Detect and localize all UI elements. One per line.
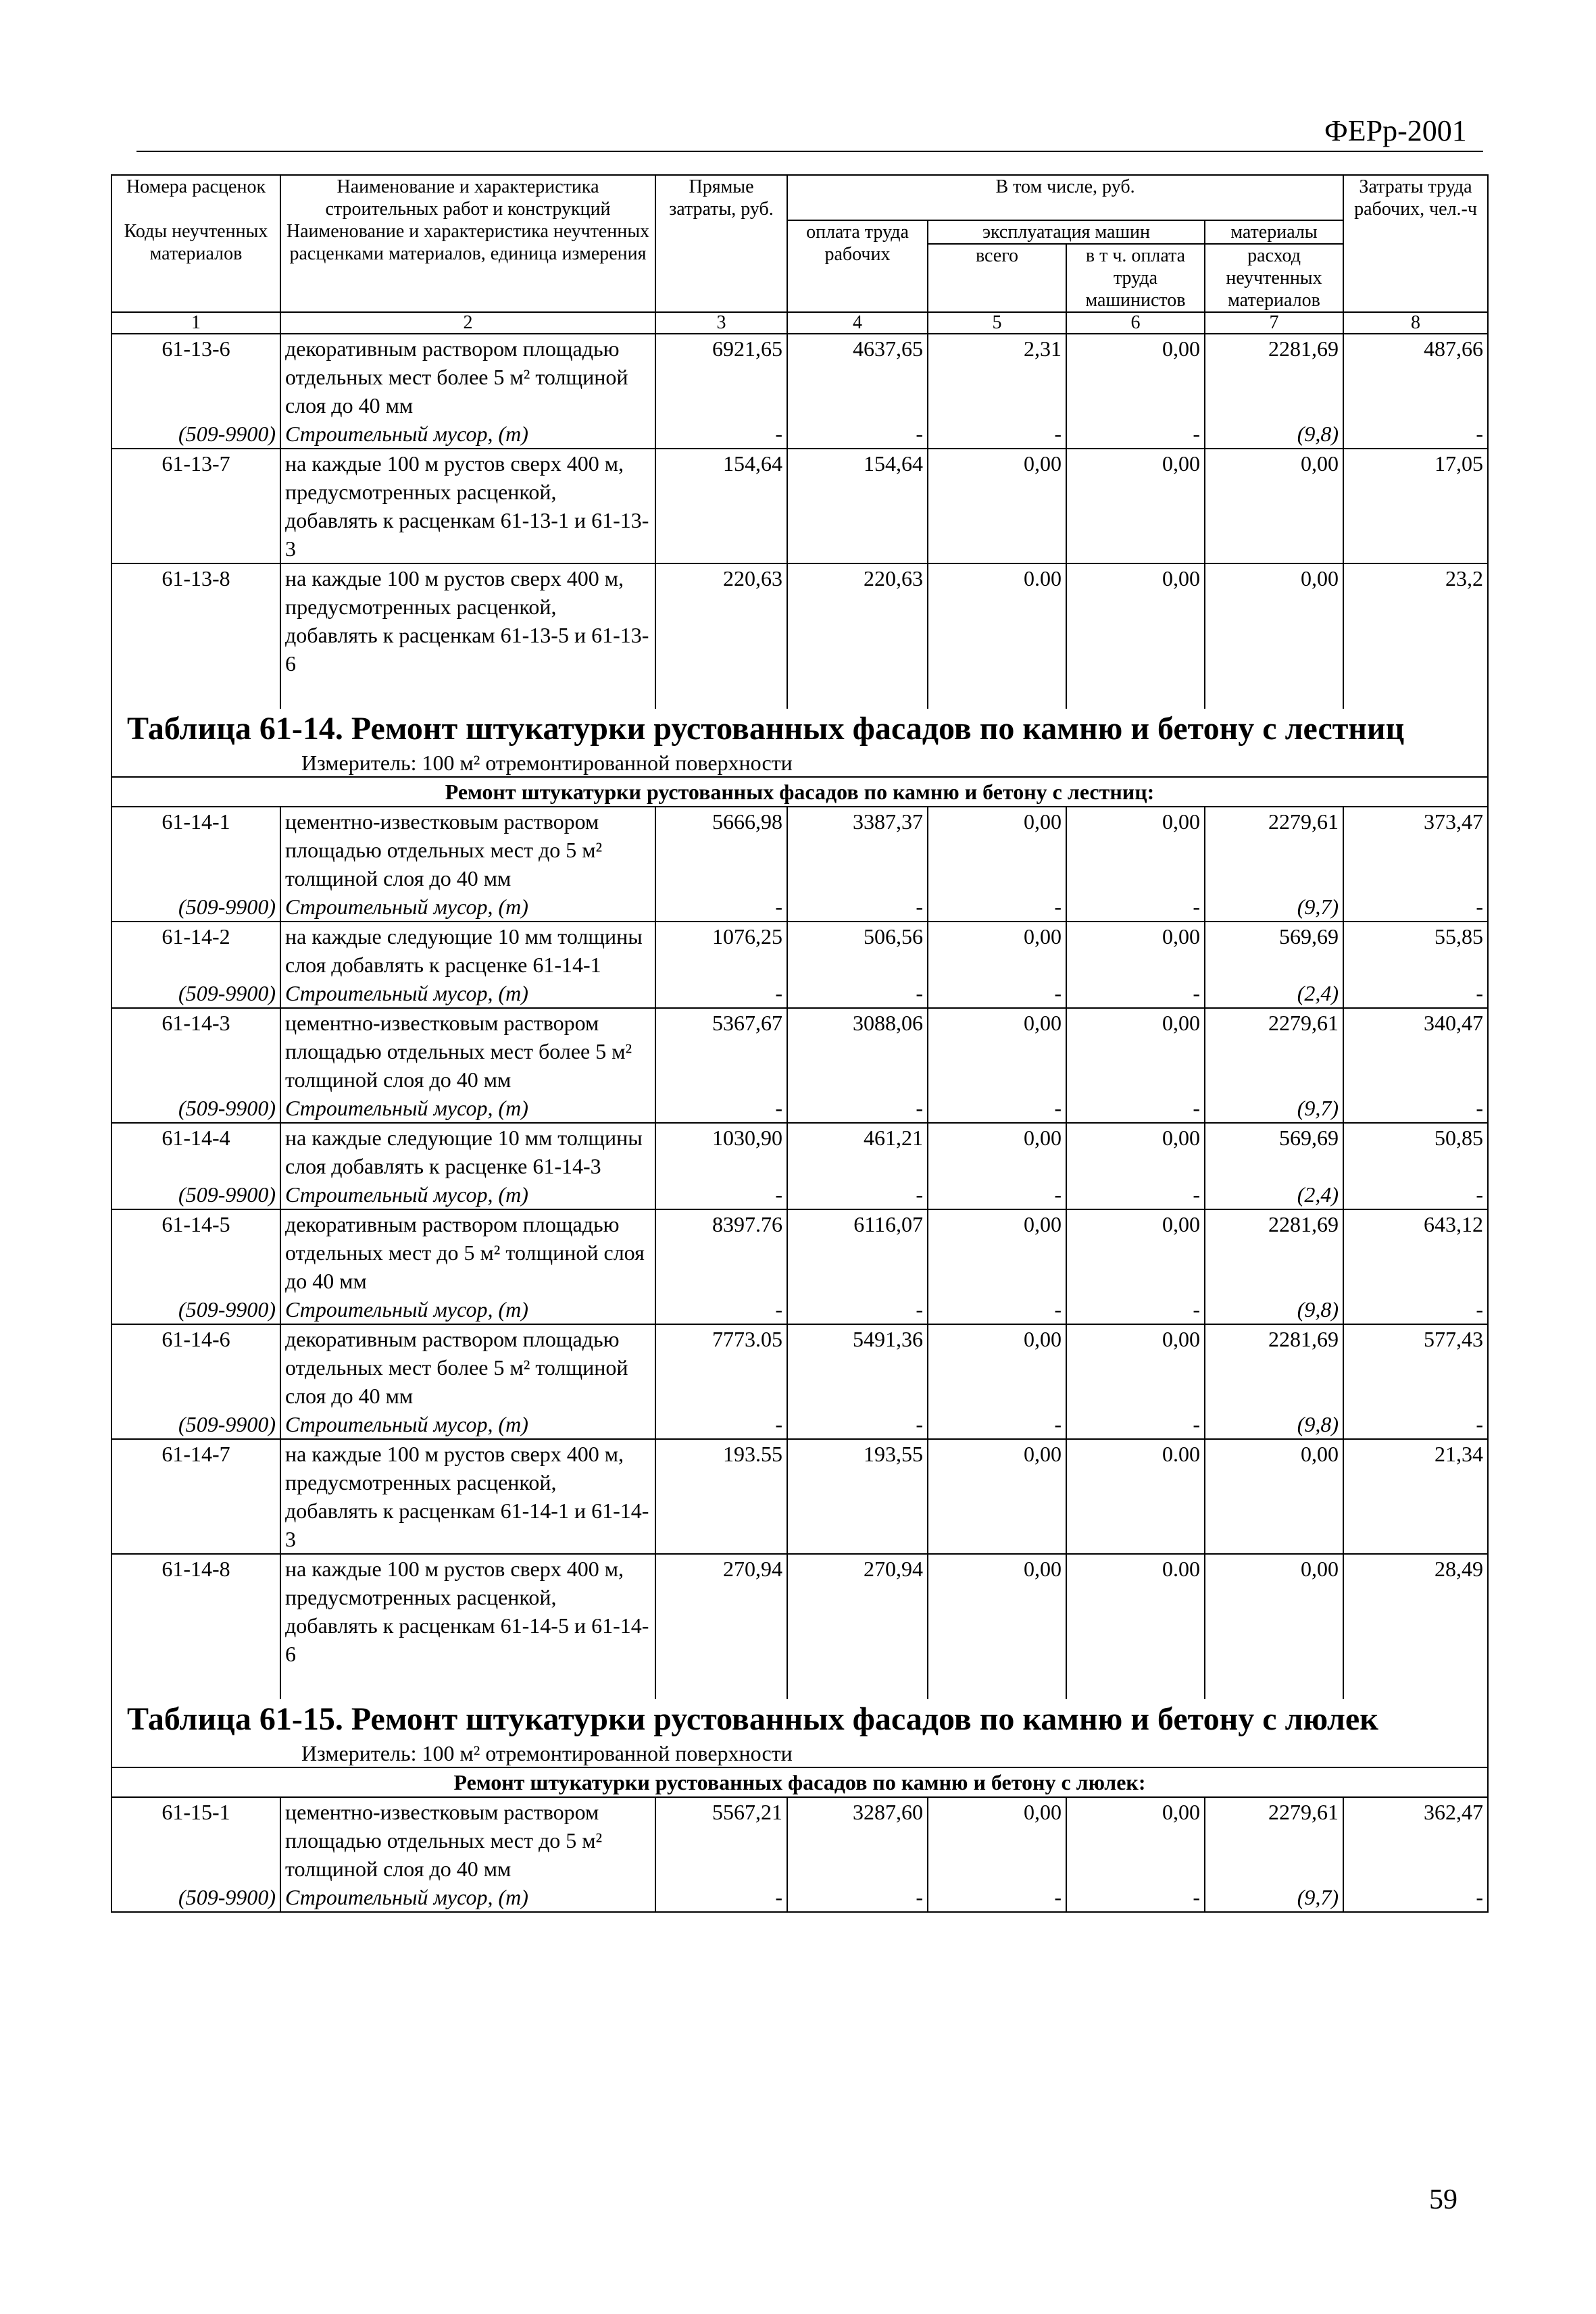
rate-code: 61-14-1 — [111, 807, 280, 892]
empty-cell — [1343, 678, 1488, 709]
spacer-row — [111, 678, 1488, 709]
material-value: - — [787, 892, 928, 922]
rate-description: на каждые следующие 10 мм толщины слоя добавлять к расценке 61-14-1 — [280, 922, 655, 979]
material-name: Строительный мусор, (т) — [280, 1180, 655, 1209]
material-value: - — [655, 892, 787, 922]
rate-description: цементно-известковым раствором площадью отдельных мест до 5 м² толщиной слоя до 40 мм — [280, 1797, 655, 1883]
rate-value: 461,21 — [787, 1123, 928, 1180]
material-name: Строительный мусор, (т) — [280, 1883, 655, 1912]
rate-row — [111, 334, 1488, 420]
material-row — [111, 1295, 1488, 1324]
rate-value: 193,55 — [787, 1439, 928, 1554]
rate-value: 0,00 — [1205, 1439, 1343, 1554]
section-title: Ремонт штукатурки рустованных фасадов по камню и бетону с лестниц: — [111, 777, 1488, 807]
material-row — [111, 1094, 1488, 1123]
rate-description: на каждые 100 м рустов сверх 400 м, предусмотренных расценкой, добавлять к расценкам 61-14-1 и 61-14-3 — [280, 1439, 655, 1554]
measure-row — [111, 749, 1488, 777]
rate-value: 270,94 — [787, 1554, 928, 1668]
rate-value: 0,00 — [928, 1209, 1066, 1295]
rate-code: 61-15-1 — [111, 1797, 280, 1883]
rate-value: 220,63 — [655, 563, 787, 678]
rate-value: 5491,36 — [787, 1324, 928, 1410]
column-number: 2 — [280, 312, 655, 334]
material-code: (509-9900) — [111, 892, 280, 922]
material-value: - — [1066, 892, 1205, 922]
material-name: Строительный мусор, (т) — [280, 1410, 655, 1439]
rate-row — [111, 449, 1488, 563]
material-row — [111, 1410, 1488, 1439]
column-number: 8 — [1343, 312, 1488, 334]
rate-code: 61-14-4 — [111, 1123, 280, 1180]
header-including: В том числе, руб. — [787, 175, 1343, 220]
material-code: (509-9900) — [111, 1883, 280, 1912]
rate-code: 61-14-6 — [111, 1324, 280, 1410]
material-value: - — [1066, 1295, 1205, 1324]
rate-value: 55,85 — [1343, 922, 1488, 979]
material-value: - — [1343, 1094, 1488, 1123]
rate-value: 373,47 — [1343, 807, 1488, 892]
rate-value: 0,00 — [928, 1123, 1066, 1180]
rate-code: 61-13-6 — [111, 334, 280, 420]
rate-value: 0,00 — [1066, 1797, 1205, 1883]
rate-row — [111, 1554, 1488, 1668]
rate-description: цементно-известковым раствором площадью отдельных мест до 5 м² толщиной слоя до 40 мм — [280, 807, 655, 892]
rate-value: 50,85 — [1343, 1123, 1488, 1180]
rate-value: 0,00 — [1066, 1209, 1205, 1295]
rate-code: 61-14-8 — [111, 1554, 280, 1668]
material-value: - — [928, 1094, 1066, 1123]
column-number: 3 — [655, 312, 787, 334]
table-title: Таблица 61-14. Ремонт штукатурки рустованных фасадов по камню и бетону с лестниц — [111, 709, 1488, 749]
rate-value: 154,64 — [787, 449, 928, 563]
rate-value: 0,00 — [1205, 563, 1343, 678]
rate-value: 7773.05 — [655, 1324, 787, 1410]
rate-value: 0,00 — [1066, 1008, 1205, 1094]
material-value: - — [787, 1094, 928, 1123]
rate-description: на каждые следующие 10 мм толщины слоя добавлять к расценке 61-14-3 — [280, 1123, 655, 1180]
rate-row — [111, 563, 1488, 678]
rate-value: 0,00 — [1066, 1324, 1205, 1410]
material-value: - — [787, 1410, 928, 1439]
header-material-codes: Коды неучтенных материалов — [111, 220, 280, 312]
material-value: - — [928, 979, 1066, 1008]
rate-description: на каждые 100 м рустов сверх 400 м, предусмотренных расценкой, добавлять к расценкам 61-13-5 и 61-13-6 — [280, 563, 655, 678]
material-value: (9,7) — [1205, 1094, 1343, 1123]
rate-value: 220,63 — [787, 563, 928, 678]
header-wages: оплата труда рабочих — [787, 220, 928, 312]
rate-value: 0.00 — [1066, 1439, 1205, 1554]
rate-row — [111, 1439, 1488, 1554]
empty-cell — [111, 678, 280, 709]
material-value: - — [787, 1295, 928, 1324]
rate-value: 0,00 — [1066, 563, 1205, 678]
material-code: (509-9900) — [111, 1410, 280, 1439]
material-value: - — [928, 1410, 1066, 1439]
column-numbers-row — [111, 312, 1488, 334]
empty-cell — [787, 1668, 928, 1699]
material-value: - — [1066, 979, 1205, 1008]
material-value: (2,4) — [1205, 1180, 1343, 1209]
material-value: - — [928, 1295, 1066, 1324]
material-value: - — [928, 1883, 1066, 1912]
material-value: - — [1066, 1094, 1205, 1123]
material-code: (509-9900) — [111, 420, 280, 449]
material-row — [111, 892, 1488, 922]
material-value: (2,4) — [1205, 979, 1343, 1008]
page-number: 59 — [1429, 2184, 1457, 2215]
empty-cell — [280, 1668, 655, 1699]
rate-row — [111, 1797, 1488, 1883]
rate-code: 61-14-3 — [111, 1008, 280, 1094]
empty-cell — [655, 1668, 787, 1699]
rate-value: 2279,61 — [1205, 1797, 1343, 1883]
empty-cell — [928, 1668, 1066, 1699]
rate-value: 643,12 — [1343, 1209, 1488, 1295]
rate-description: декоративным раствором площадью отдельных мест более 5 м² толщиной слоя до 40 мм — [280, 334, 655, 420]
rate-value: 0,00 — [928, 807, 1066, 892]
material-value: - — [928, 420, 1066, 449]
material-value: - — [655, 979, 787, 1008]
rate-value: 154,64 — [655, 449, 787, 563]
rate-value: 8397.76 — [655, 1209, 787, 1295]
rate-row — [111, 922, 1488, 979]
header-materials: материалы — [1205, 220, 1343, 244]
rate-value: 21,34 — [1343, 1439, 1488, 1554]
rate-value: 569,69 — [1205, 1123, 1343, 1180]
material-value: - — [1066, 1180, 1205, 1209]
rate-value: 0,00 — [928, 922, 1066, 979]
material-code: (509-9900) — [111, 979, 280, 1008]
rate-value: 0.00 — [928, 563, 1066, 678]
empty-cell — [928, 678, 1066, 709]
material-row — [111, 979, 1488, 1008]
rate-row — [111, 807, 1488, 892]
rate-code: 61-14-5 — [111, 1209, 280, 1295]
rate-value: 362,47 — [1343, 1797, 1488, 1883]
material-value: - — [1343, 1883, 1488, 1912]
material-value: (9,8) — [1205, 1410, 1343, 1439]
rate-value: 3088,06 — [787, 1008, 928, 1094]
material-row — [111, 1883, 1488, 1912]
rate-value: 5567,21 — [655, 1797, 787, 1883]
rate-value: 0,00 — [928, 1324, 1066, 1410]
rate-value: 6921,65 — [655, 334, 787, 420]
measure-row — [111, 1740, 1488, 1767]
rate-code: 61-13-7 — [111, 449, 280, 563]
material-code: (509-9900) — [111, 1295, 280, 1324]
material-name: Строительный мусор, (т) — [280, 1295, 655, 1324]
material-value: - — [928, 892, 1066, 922]
rate-value: 340,47 — [1343, 1008, 1488, 1094]
rate-value: 1076,25 — [655, 922, 787, 979]
rates-table — [111, 174, 1489, 1913]
material-value: - — [1343, 420, 1488, 449]
rate-value: 0,00 — [928, 1439, 1066, 1554]
material-name: Строительный мусор, (т) — [280, 420, 655, 449]
empty-cell — [280, 678, 655, 709]
empty-cell — [1205, 678, 1343, 709]
material-value: - — [787, 1883, 928, 1912]
rate-value: 193.55 — [655, 1439, 787, 1554]
material-value: - — [1066, 420, 1205, 449]
header-material-name: Наименование и характеристика неучтенных расценками материалов, единица измерения — [280, 220, 655, 312]
header-machine-operator-wages: в т ч. оплата труда машинистов — [1066, 244, 1205, 312]
material-value: (9,8) — [1205, 1295, 1343, 1324]
rate-value: 2281,69 — [1205, 1209, 1343, 1295]
section-title: Ремонт штукатурки рустованных фасадов по камню и бетону с люлек: — [111, 1767, 1488, 1797]
header-direct-costs: Прямые затраты, руб. — [655, 175, 787, 312]
empty-cell — [655, 678, 787, 709]
header-machines: эксплуатация машин — [928, 220, 1205, 244]
spacer-row — [111, 1668, 1488, 1699]
material-value: - — [1343, 1180, 1488, 1209]
rate-value: 0,00 — [1066, 807, 1205, 892]
rate-value: 0,00 — [1066, 922, 1205, 979]
material-value: - — [787, 979, 928, 1008]
rate-code: 61-14-2 — [111, 922, 280, 979]
rate-value: 0,00 — [1066, 334, 1205, 420]
rate-value: 2,31 — [928, 334, 1066, 420]
empty-cell — [111, 1668, 280, 1699]
rate-value: 506,56 — [787, 922, 928, 979]
rate-value: 0,00 — [928, 1554, 1066, 1668]
material-value: (9,7) — [1205, 892, 1343, 922]
material-value: - — [1343, 979, 1488, 1008]
rate-value: 2281,69 — [1205, 1324, 1343, 1410]
material-value: - — [1066, 1410, 1205, 1439]
section-row — [111, 777, 1488, 807]
rate-description: декоративным раствором площадью отдельных мест более 5 м² толщиной слоя до 40 мм — [280, 1324, 655, 1410]
measure-unit: Измеритель: 100 м² отремонтированной поверхности — [111, 1740, 1488, 1767]
material-code: (509-9900) — [111, 1094, 280, 1123]
rate-description: цементно-известковым раствором площадью отдельных мест более 5 м² толщиной слоя до 40 мм — [280, 1008, 655, 1094]
empty-cell — [1066, 1668, 1205, 1699]
material-value: (9,7) — [1205, 1883, 1343, 1912]
rate-value: 0,00 — [928, 449, 1066, 563]
material-value: - — [787, 420, 928, 449]
rate-value: 2281,69 — [1205, 334, 1343, 420]
rate-value: 577,43 — [1343, 1324, 1488, 1410]
table-title-row — [111, 709, 1488, 749]
section-row — [111, 1767, 1488, 1797]
rate-value: 17,05 — [1343, 449, 1488, 563]
rate-value: 2279,61 — [1205, 1008, 1343, 1094]
material-code: (509-9900) — [111, 1180, 280, 1209]
material-row — [111, 420, 1488, 449]
empty-cell — [787, 678, 928, 709]
rate-value: 3287,60 — [787, 1797, 928, 1883]
material-value: - — [1343, 892, 1488, 922]
column-number: 1 — [111, 312, 280, 334]
rate-row — [111, 1324, 1488, 1410]
column-number: 4 — [787, 312, 928, 334]
rate-value: 0,00 — [928, 1797, 1066, 1883]
rate-value: 0,00 — [1205, 449, 1343, 563]
rate-description: на каждые 100 м рустов сверх 400 м, предусмотренных расценкой, добавлять к расценкам 61-14-5 и 61-14-6 — [280, 1554, 655, 1668]
rate-value: 0,00 — [1066, 1123, 1205, 1180]
rate-description: декоративным раствором площадью отдельных мест до 5 м² толщиной слоя до 40 мм — [280, 1209, 655, 1295]
rate-code: 61-13-8 — [111, 563, 280, 678]
rate-row — [111, 1123, 1488, 1180]
rate-value: 0.00 — [1066, 1554, 1205, 1668]
rate-value: 4637,65 — [787, 334, 928, 420]
rate-value: 270,94 — [655, 1554, 787, 1668]
material-value: - — [1066, 1883, 1205, 1912]
header-rule — [136, 151, 1483, 152]
rate-value: 23,2 — [1343, 563, 1488, 678]
material-value: - — [655, 1410, 787, 1439]
material-value: - — [655, 1094, 787, 1123]
material-name: Строительный мусор, (т) — [280, 1094, 655, 1123]
measure-unit: Измеритель: 100 м² отремонтированной поверхности — [111, 749, 1488, 777]
header-labor-costs: Затраты труда рабочих, чел.-ч — [1343, 175, 1488, 312]
rate-value: 2279,61 — [1205, 807, 1343, 892]
header-rate-numbers: Номера расценок — [111, 175, 280, 220]
material-value: - — [787, 1180, 928, 1209]
material-value: - — [928, 1180, 1066, 1209]
table-title: Таблица 61-15. Ремонт штукатурки рустованных фасадов по камню и бетону с люлек — [111, 1699, 1488, 1740]
rate-value: 0,00 — [1205, 1554, 1343, 1668]
material-value: - — [1343, 1295, 1488, 1324]
rate-row — [111, 1209, 1488, 1295]
material-name: Строительный мусор, (т) — [280, 979, 655, 1008]
material-row — [111, 1180, 1488, 1209]
rate-value: 1030,90 — [655, 1123, 787, 1180]
empty-cell — [1066, 678, 1205, 709]
rate-value: 6116,07 — [787, 1209, 928, 1295]
material-value: - — [655, 420, 787, 449]
rate-value: 3387,37 — [787, 807, 928, 892]
rate-value: 5666,98 — [655, 807, 787, 892]
header-unaccounted-materials: расход неучтенных материалов — [1205, 244, 1343, 312]
column-number: 7 — [1205, 312, 1343, 334]
rate-value: 487,66 — [1343, 334, 1488, 420]
empty-cell — [1343, 1668, 1488, 1699]
rate-value: 0,00 — [1066, 449, 1205, 563]
rate-description: на каждые 100 м рустов сверх 400 м, предусмотренных расценкой, добавлять к расценкам 61-13-1 и 61-13-3 — [280, 449, 655, 563]
material-value: - — [655, 1295, 787, 1324]
material-value: - — [655, 1180, 787, 1209]
rate-value: 5367,67 — [655, 1008, 787, 1094]
column-number: 6 — [1066, 312, 1205, 334]
rate-value: 569,69 — [1205, 922, 1343, 979]
rate-code: 61-14-7 — [111, 1439, 280, 1554]
column-number: 5 — [928, 312, 1066, 334]
empty-cell — [1205, 1668, 1343, 1699]
rate-value: 0,00 — [928, 1008, 1066, 1094]
material-value: (9,8) — [1205, 420, 1343, 449]
rate-value: 28,49 — [1343, 1554, 1488, 1668]
material-value: - — [1343, 1410, 1488, 1439]
header-machines-total: всего — [928, 244, 1066, 312]
document-code: ФЕРр-2001 — [1324, 114, 1467, 147]
material-value: - — [655, 1883, 787, 1912]
header-work-name: Наименование и характеристика строительных работ и конструкций — [280, 175, 655, 220]
rate-row — [111, 1008, 1488, 1094]
table-title-row — [111, 1699, 1488, 1740]
material-name: Строительный мусор, (т) — [280, 892, 655, 922]
